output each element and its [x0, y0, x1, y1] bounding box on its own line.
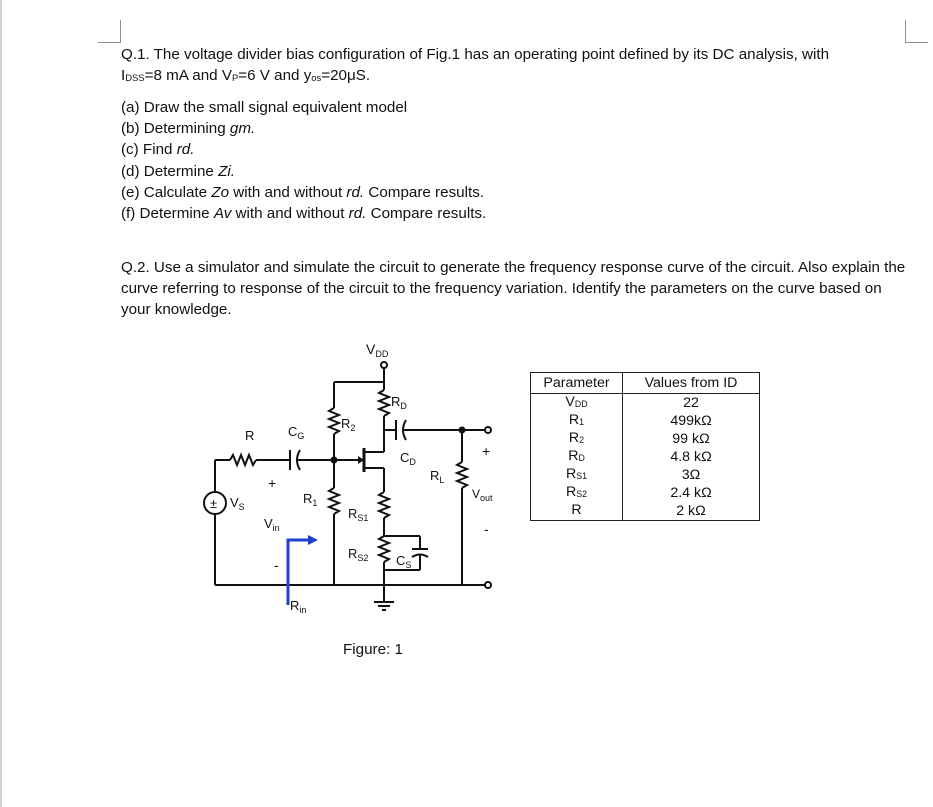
rin-arrow	[288, 540, 310, 605]
r-label: R	[245, 428, 255, 443]
page-left-edge	[0, 0, 2, 807]
vs-label: $V_S$	[230, 495, 245, 512]
r2-label: $R_2$	[341, 416, 356, 433]
question-1-line-1: Q.1. The voltage divider bias configuration of Fig.1 has an operating point defined by its DC analysis, with	[121, 46, 830, 63]
table-row	[531, 448, 760, 466]
value-cell: 2.4 kΩ	[623, 484, 760, 502]
cg-label: $C_G$	[288, 424, 305, 441]
table-row	[531, 412, 760, 430]
param-cell: R2	[531, 430, 623, 448]
table-row	[531, 484, 760, 502]
part-b-italic: gm.	[229, 120, 256, 138]
rl-resistor	[457, 462, 467, 488]
vp-value: =6 V and y	[238, 67, 312, 84]
part-e-suffix: with and without	[229, 183, 347, 201]
idss-symbol: I	[121, 67, 126, 84]
rs1-resistor	[379, 492, 389, 518]
idss-value: =8 mA and V	[144, 67, 232, 84]
question-1	[121, 44, 911, 87]
part-f-text: (f) Determine	[121, 205, 214, 223]
param-cell: RS1	[531, 466, 623, 484]
vdd-label: $V_{DD}$	[366, 341, 389, 359]
idss-subscript: DSS	[125, 72, 145, 84]
r1-label: $R_1$	[303, 491, 318, 508]
part-b	[121, 118, 486, 139]
vout-terminal-bottom	[485, 582, 491, 588]
vin-plus: +	[268, 475, 277, 491]
param-cell: VDD	[531, 394, 623, 413]
rs1-label: $R_{S1}$	[348, 506, 369, 523]
part-d-italic: Zi.	[218, 162, 235, 180]
table-header-row	[531, 373, 760, 394]
header-values: Values from ID	[623, 373, 760, 394]
vout-terminal-top	[485, 427, 491, 433]
value-cell: 3Ω	[623, 466, 760, 484]
vout-plus: +	[482, 443, 491, 459]
value-cell: 4.8 kΩ	[623, 448, 760, 466]
part-e-text: (e) Calculate	[121, 183, 212, 201]
vin-label: $V_{in}$	[264, 516, 280, 533]
part-e-suffix-2: Compare results.	[364, 183, 485, 201]
value-cell: 2 kΩ	[623, 502, 760, 521]
param-cell: RS2	[531, 484, 623, 502]
part-f	[121, 203, 486, 224]
parameter-table	[530, 372, 760, 521]
part-f-italic-2: rd.	[348, 205, 367, 223]
vout-label: $V_{out}$	[472, 487, 493, 503]
rin-label: $R_{in}$	[290, 598, 307, 615]
part-a-text: (a) Draw the small signal equivalent model	[121, 99, 408, 116]
rd-label: $R_D$	[391, 394, 407, 411]
part-d	[121, 161, 486, 182]
part-c-text: (c) Find	[121, 141, 177, 159]
rs2-label: $R_{S2}$	[348, 546, 369, 563]
svg-text:±: ±	[210, 496, 218, 511]
rd-resistor	[379, 390, 389, 416]
part-e-italic: Zo	[211, 183, 230, 201]
rs2-resistor	[379, 536, 389, 562]
cd-label: $C_D$	[400, 450, 416, 467]
rl-label: $R_L$	[430, 468, 445, 485]
question-2: Q.2. Use a simulator and simulate the circuit to generate the frequency response curve of the circuit. Also explain the curve referring to response of the circuit to the frequency variation. Identify the parameters on the curve based on your knowledge.	[121, 259, 906, 318]
vp-subscript: P	[231, 72, 239, 84]
param-cell: R	[531, 502, 623, 521]
param-cell: R1	[531, 412, 623, 430]
margin-corner-mark-right	[905, 20, 928, 43]
r2-resistor	[329, 408, 339, 434]
table-row	[531, 430, 760, 448]
part-c-italic: rd.	[176, 141, 195, 159]
question-1-line-2	[121, 65, 911, 87]
part-a	[121, 97, 486, 118]
header-parameter: Parameter	[531, 373, 623, 394]
value-cell: 22	[623, 394, 760, 413]
value-cell: 499kΩ	[623, 412, 760, 430]
figure-caption: Figure: 1	[343, 641, 403, 658]
part-f-suffix-2: Compare results.	[366, 205, 487, 223]
part-b-text: (b) Determining	[121, 120, 230, 138]
part-f-suffix: with and without	[231, 205, 349, 223]
part-d-text: (d) Determine	[121, 162, 219, 180]
part-f-italic: Av	[213, 205, 232, 223]
question-1-parts	[121, 97, 486, 224]
part-c	[121, 139, 486, 160]
vdd-terminal	[381, 362, 387, 368]
cs-label: $C_S$	[396, 553, 412, 570]
table-row	[531, 502, 760, 521]
part-e	[121, 182, 486, 203]
part-e-italic-2: rd.	[346, 183, 365, 201]
table-row	[531, 394, 760, 413]
yos-subscript: os	[311, 72, 322, 84]
margin-corner-mark-left	[98, 20, 121, 43]
r1-resistor	[329, 488, 339, 514]
circuit-schematic	[200, 340, 520, 620]
table-row	[531, 466, 760, 484]
param-cell: RD	[531, 448, 623, 466]
value-cell: 99 kΩ	[623, 430, 760, 448]
r-resistor	[230, 455, 256, 465]
vout-minus: -	[484, 521, 489, 537]
yos-value: =20μS.	[321, 67, 371, 84]
vin-minus: -	[274, 557, 279, 573]
